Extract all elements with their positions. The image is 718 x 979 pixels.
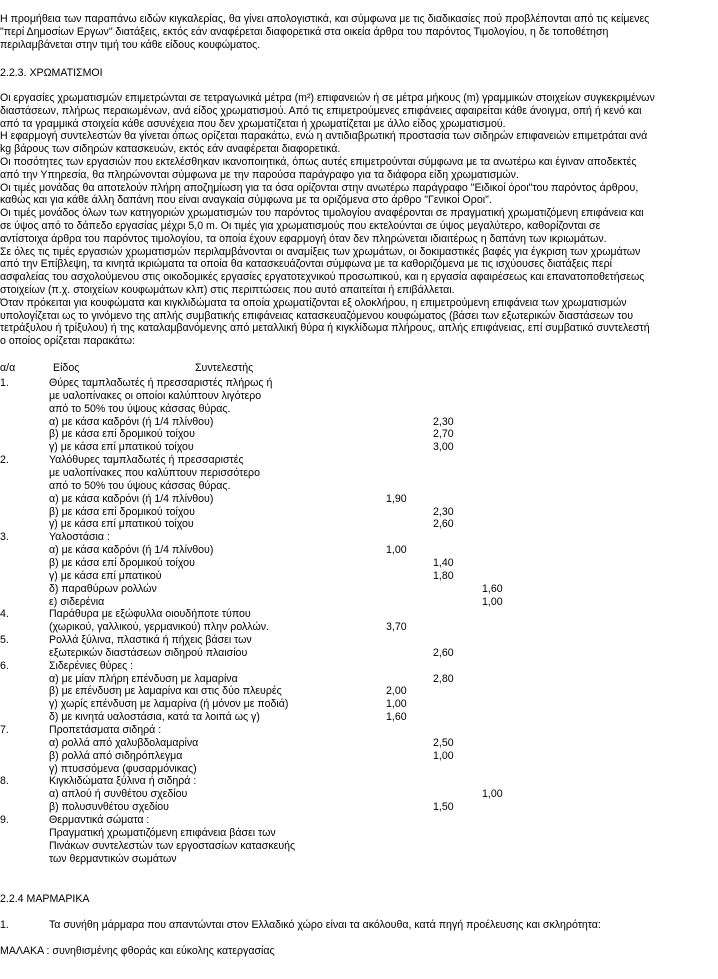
row-description: β) πολυσυνθέτου σχεδίου: [49, 801, 169, 813]
row-description: α) με μίαν πλήρη επένδυση με λαμαρίνα: [49, 672, 238, 685]
row-description: Πραγματική χρωματιζόμενη επιφάνεια βάσει των: [49, 826, 276, 839]
row-description: α) με κάσα καδρόνι (ή 1/4 πλίνθου): [49, 415, 214, 428]
row-description: Υαλόθυρες ταμπλαδωτές ή πρεσσαριστές: [49, 454, 244, 467]
row-description: Σιδερένιες θύρες :: [49, 659, 134, 672]
intro-paragraph: [0, 13, 714, 51]
row-description: α) με κάσα καδρόνι (ή 1/4 πλίνθου): [49, 544, 214, 556]
table-row: [0, 621, 714, 634]
body-line: kg βάρους των σιδηρών κατασκευών, εκτός εάν αναφέρεται διαφορετικά.: [0, 143, 341, 156]
row-description: Προπετάσματα σιδηρά :: [49, 724, 162, 736]
body-line: Οι ποσότητες των εργασιών που εκτελέσθηκαν ικανοποιητικά, όπως αυτές επιμετρούνται σύμφωνα με τα ανωτέρω και έγιναν αποδεκτές: [0, 155, 637, 168]
row-description: β) με κάσα επί δρομικού τοίχου: [49, 556, 195, 569]
table-row: [0, 596, 714, 609]
table-row: [0, 518, 714, 531]
section-223-heading: 2.2.3. ΧΡΩΜΑΤΙΣΜΟΙ: [0, 67, 103, 79]
row-description: γ) χωρίς επένδυση με λαμαρίνα (ή μόνον με ποδιά): [49, 698, 289, 711]
table-row: [0, 801, 714, 814]
body-line: Όταν πρόκειται για κουφώματα και κιγκλιδώματα τα οποία χρωματίζονται εξ ολοκλήρου, η επιμετρούμενη επιφάνεια των χρωματισμών: [0, 296, 627, 309]
row-coefficient: 3,70: [386, 621, 407, 634]
table-row: [0, 814, 714, 827]
row-description: Πινάκων συντελεστών των εργοστασίων κατασκευής: [49, 839, 296, 852]
body-line: αντίστοιχα άρθρα του παρόντος τιμολογίου, τα οποία έχουν εφαρμογή όταν δεν πληρώνεται ιδιαιτέρως η δαπάνη των ικριωμάτων.: [0, 232, 607, 245]
row-coefficient: 2,30: [433, 505, 454, 518]
row-number: 2.: [0, 454, 9, 467]
table-row: [0, 608, 714, 621]
row-number: 5.: [0, 634, 9, 646]
table-row: [0, 698, 714, 711]
row-number: 3.: [0, 531, 9, 544]
table-row: [0, 840, 714, 853]
table-row: [0, 750, 714, 763]
table-row: [0, 634, 714, 647]
table-row: [0, 531, 714, 544]
row-number: 1.: [0, 377, 9, 389]
row-number: 9.: [0, 813, 9, 826]
row-description: β) με κάσα επί δρομικού τοίχου: [49, 428, 195, 441]
row-coefficient: 2,50: [433, 736, 454, 749]
body-line: διαστάσεων, πλήρως περαιωμένων, ανά είδος χρωματισμού. Από τις επιμετρούμενες επιφάνειες αφαιρείται κάθε άνοιγμα, οπή ή κενό και: [0, 104, 642, 117]
header-coefficient: Συντελεστής: [195, 362, 254, 374]
body-line: από την Υπηρεσία, θα πληρώνονται σύμφωνα με την παρούσα παράγραφο για τα διάφορα είδη χρωματισμών.: [0, 168, 519, 181]
row-coefficient: 2,00: [386, 685, 407, 698]
table-row: [0, 493, 714, 506]
row-description: Θερμαντικά σώματα :: [49, 813, 150, 826]
row-description: ε) σιδερένια: [49, 595, 105, 608]
row-coefficient: 1,80: [433, 569, 454, 582]
row-description: α) ρολλά από χαλυβδολαμαρίνα: [49, 736, 199, 749]
table-row: [0, 853, 714, 866]
row-description: β) με επένδυση με λαμαρίνα και στις δύο πλευρές: [49, 685, 282, 698]
table-row: [0, 557, 714, 570]
table-row: [0, 570, 714, 583]
table-row: [0, 647, 714, 660]
row-coefficient: 3,00: [433, 441, 454, 454]
row-number: 8.: [0, 775, 9, 788]
table-row: [0, 583, 714, 596]
body-line: τετράξυλου ή τρίξυλου) ή της καταλαμβανόμενης από μεταλλική θύρα ή κιγκλίδωμα πλήρους, απλής επιφάνειας, επί συμβατικό συντελεστή: [0, 322, 650, 335]
body-line: Οι τιμές μονάδας θα αποτελούν πλήρη αποζημίωση για τα όσα ορίζονται στην ανωτέρω παράγραφο "Ειδικοί όροι"του παρόντος άρθρου,: [0, 181, 639, 194]
row-number: 4.: [0, 608, 9, 621]
row-coefficient: 2,60: [433, 646, 454, 659]
row-coefficient: 2,30: [433, 415, 454, 428]
table-row: [0, 377, 714, 390]
table-row: [0, 763, 714, 776]
body-line: στοιχείων (π.χ. στοιχείων κουφωμάτων κλπ) στις περιπτώσεις που αυτό απαιτείται ή επιβάλλεται.: [0, 283, 455, 296]
table-row: [0, 737, 714, 750]
row-description: Κιγκλιδώματα ξύλινα ή σιδηρά :: [49, 775, 197, 788]
table-row: [0, 428, 714, 441]
body-line: Οι εργασίες χρωματισμών επιμετρώνται σε τετραγωνικά μέτρα (m²) επιφανειών ή σε μέτρα μήκους (m) γραμμικών στοιχείων συγκεκριμένων: [0, 92, 655, 104]
row-description: δ) με κινητά υαλοστάσια, κατά τα λοιπά ως γ): [49, 711, 260, 724]
intro-line: περιλαμβάνεται στην τιμή του κάθε είδους κουφώματος.: [0, 38, 261, 51]
row-coefficient: 1,60: [386, 711, 407, 724]
coefficient-table-header: [0, 362, 714, 375]
table-row: [0, 390, 714, 403]
row-description: Παράθυρα με εξώφυλλα οιουδήποτε τύπου: [49, 608, 251, 621]
body-line: Σε όλες τις τιμές εργασιών χρωματισμών περιλαμβάνονται οι αναμίξεις των χρωμάτων, οι δοκιμαστικές βαφές για έγκριση των χρωμάτων: [0, 245, 641, 258]
row-description: των θερμαντικών σωμάτων: [49, 852, 177, 865]
malaka-line: ΜΑΛΑΚΑ : συνηθισμένης φθοράς και εύκολης κατεργασίας: [0, 945, 275, 957]
row-coefficient: 1,00: [482, 595, 503, 608]
header-item: Είδος: [53, 362, 80, 374]
row-coefficient: 1,50: [433, 801, 454, 813]
row-description: γ) πτυσσόμενα (φυσαρμόνικας): [49, 762, 197, 775]
body-line: σε ύψος από το δάπεδο εργασίας μέχρι 5,0 m. Οι τιμές για χρωματισμούς που εκτελούνται σε ύψος μεγαλύτερο, καθορίζονται σε: [0, 219, 601, 232]
table-row: [0, 403, 714, 416]
row-coefficient: 1,00: [482, 788, 503, 801]
row-coefficient: 2,70: [433, 428, 454, 441]
table-row: [0, 724, 714, 737]
row-description: α) με κάσα καδρόνι (ή 1/4 πλίνθου): [49, 492, 214, 505]
intro-line: Η προμήθεια των παραπάνω ειδών κιγκαλερίας, θα γίνει απολογιστικά, και σύμφωνα με τις διαδικασίες πού προβλέπονται από τις κείμενες: [0, 13, 650, 25]
section-224-item-num: 1.: [0, 919, 9, 931]
row-description: α) απλού ή συνθέτου σχεδίου: [49, 788, 188, 801]
body-line: Η εφαρμογή συντελεστών θα γίνεται όπως ορίζεται παρακάτω, ενώ η αντιδιαβρωτική προστασία των σιδηρών επιφανειών επιμετράται ανά: [0, 130, 648, 143]
body-line: καθώς και για κάθε άλλη δαπάνη που είναι αναγκαία σύμφωνα με τα οριζόμενα στο άρθρο "Γενικοί Οροι".: [0, 194, 492, 207]
table-row: [0, 416, 714, 429]
body-line: Οι τιμές μονάδος όλων των κατηγοριών χρωματισμών του παρόντος τιμολογίου αναφέρονται σε πραγματική χρωματιζόμενη επιφάνεια και: [0, 207, 644, 220]
row-coefficient: 1,00: [433, 749, 454, 762]
body-line: από τα γραμμικά στοιχεία κάθε ασυνέχεια που δεν χρωματίζεται ή χρωματίζεται με άλλο είδος χρωματισμού.: [0, 117, 506, 130]
row-description: (χωρικού, γαλλικού, γερμανικού) πλην ρολλών.: [49, 621, 269, 634]
table-row: [0, 673, 714, 686]
row-description: με υαλοπίνακες που καλύπτουν περισσότερο: [49, 466, 260, 479]
row-coefficient: 2,80: [433, 672, 454, 685]
row-description: δ) παραθύρων ρολλών: [49, 582, 157, 595]
header-num: α/α: [0, 362, 16, 374]
body-line: ασφαλείας του ασχολούμενου στις οικοδομικές εργασίες εργατοτεχνικού προσωπικού, και η εργασία αφαιρέσεως και επανατοποθετήσεως: [0, 271, 645, 284]
table-row: [0, 544, 714, 557]
row-coefficient: 1,90: [386, 492, 407, 505]
body-line: ο οποίος ορίζεται παρακάτω:: [0, 335, 136, 348]
row-coefficient: 1,00: [386, 544, 407, 556]
row-description: γ) με κάσα επί μπατικού τοίχου: [49, 441, 194, 454]
section-224-item-text: Τα συνήθη μάρμαρα που απαντώνται στον Ελλαδικό χώρο είναι τα ακόλουθα, κατά πηγή προέλευσης και σκληρότητα:: [49, 919, 601, 931]
row-description: εξωτερικών διαστάσεων σιδηρού πλαισίου: [49, 646, 248, 659]
table-row: [0, 788, 714, 801]
table-row: [0, 506, 714, 519]
row-description: β) ρολλά από σιδηρόπλεγμα: [49, 749, 183, 762]
intro-line: "περί Δημοσίων Εργων" διατάξεις, εκτός εάν αναφέρεται διαφορετικά στα οικεία άρθρα του παρόντος Τιμολογίου, η δε τοποθέτηση: [0, 25, 609, 38]
table-row: [0, 827, 714, 840]
row-description: με υαλοπίνακες οι οποίοι καλύπτουν λιγότερο: [49, 389, 262, 402]
table-row: [0, 775, 714, 788]
row-coefficient: 1,60: [482, 582, 503, 595]
body-line: υπολογίζεται ως το γινόμενο της απλής συμβατικής επιφάνειας κατασκευαζόμενου κουφώματος (βάσει των εξωτερικών διαστάσεων του: [0, 309, 634, 322]
table-row: [0, 685, 714, 698]
table-row: [0, 467, 714, 480]
row-description: από το 50% του ύψους κάσσας θύρας.: [49, 402, 231, 415]
row-description: γ) με κάσα επί μπατικού: [49, 569, 162, 582]
row-description: από το 50% του ύψους κάσσας θύρας.: [49, 479, 231, 492]
row-number: 6.: [0, 659, 9, 672]
table-row: [0, 441, 714, 454]
row-description: Ρολλά ξύλινα, πλαστικά ή πήχεις βάσει των: [49, 634, 252, 646]
section-224-heading: 2.2.4 ΜΑΡΜΑΡΙΚΑ: [0, 893, 90, 905]
table-row: [0, 480, 714, 493]
row-number: 7.: [0, 724, 9, 736]
section-223-body: [0, 92, 714, 348]
row-coefficient: 2,60: [433, 518, 454, 531]
row-description: γ) με κάσα επί μπατικού τοίχου: [49, 518, 194, 531]
table-row: [0, 660, 714, 673]
table-row: [0, 454, 714, 467]
row-coefficient: 1,00: [386, 698, 407, 711]
row-description: β) με κάσα επί δρομικού τοίχου: [49, 505, 195, 518]
body-line: από την Επίβλεψη, τα κινητά ικριώματα τα οποία θα κατασκευάζονται σύμφωνα με τα καθοριζόμενα με τις ισχύουσες διατάξεις περί: [0, 258, 612, 271]
row-description: Θύρες ταμπλαδωτές ή πρεσσαριστές πλήρως ή: [49, 377, 273, 389]
table-row: [0, 711, 714, 724]
row-description: Υαλοστάσια :: [49, 531, 110, 544]
row-coefficient: 1,40: [433, 556, 454, 569]
